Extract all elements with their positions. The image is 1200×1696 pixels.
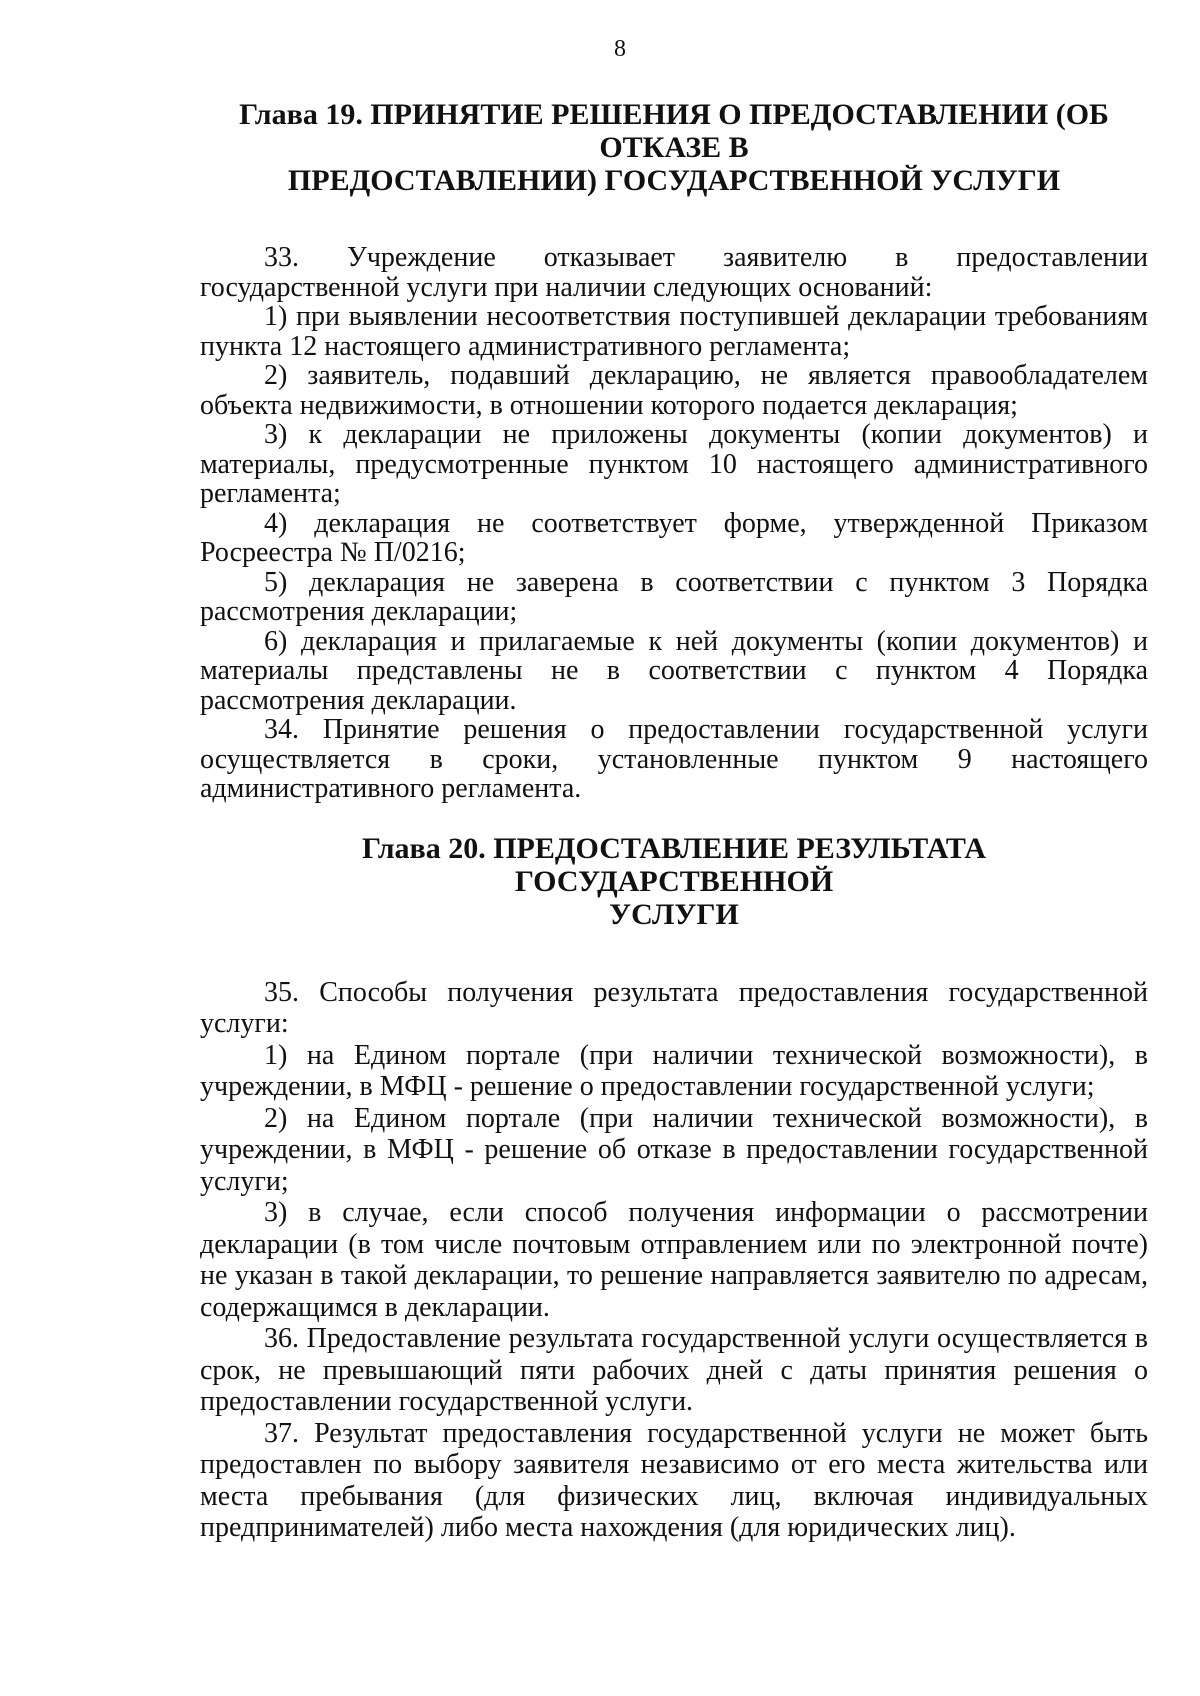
item-33-5: 5) декларация не заверена в соответствии с пунктом 3 Порядка рассмотрения декларации; (200, 566, 1148, 627)
item-33-1: 1) при выявлении несоответствия поступившей декларации требованиям пункта 12 настоящего административного регламента; (200, 301, 1148, 362)
paragraph-36: 36. Предоставление результата государственной услуги осуществляется в срок, не превышающий пяти рабочих дней с даты принятия решения о предоставлении государственной услуги. (200, 1323, 1148, 1417)
page-content (200, 98, 1148, 1544)
chapter-20-title-line1: Глава 20. ПРЕДОСТАВЛЕНИЕ РЕЗУЛЬТАТА ГОСУДАРСТВЕННОЙ (361, 831, 986, 898)
item-33-3: 3) к декларации не приложены документы (копии документов) и материалы, предусмотренные пунктом 10 настоящего административного регламента; (200, 419, 1148, 509)
item-35-2: 2) на Едином портале (при наличии технической возможности), в учреждении, в МФЦ - решение об отказе в предоставлении государственной услуги; (200, 1102, 1148, 1197)
item-35-3: 3) в случае, если способ получения информации о рассмотрении декларации (в том числе почтовым отправлением или по электронной почте) не указан в такой декларации, то решение направляется заявителю по адресам, содержащимся в декларации. (200, 1197, 1148, 1323)
item-33-2: 2) заявитель, подавший декларацию, не является правообладателем объекта недвижимости, в отношении которого подается декларация; (200, 360, 1148, 421)
chapter-20-title (200, 832, 1148, 931)
chapter-19-title (200, 98, 1148, 197)
chapter-19-title-line1: Глава 19. ПРИНЯТИЕ РЕШЕНИЯ О ПРЕДОСТАВЛЕНИИ (ОБ ОТКАЗЕ В (239, 98, 1109, 164)
page-number: 8 (614, 36, 626, 62)
item-35-1: 1) на Едином портале (при наличии технической возможности), в учреждении, в МФЦ - решение о предоставлении государственной услуги; (200, 1039, 1148, 1102)
item-33-6: 6) декларация и прилагаемые к ней документы (копии документов) и материалы представлены не в соответствии с пунктом 4 Порядка рассмотрения декларации. (200, 625, 1148, 716)
item-33-4: 4) декларация не соответствует форме, утвержденной Приказом Росреестра № П/0216; (200, 507, 1148, 568)
chapter-19-title-line2: ПРЕДОСТАВЛЕНИИ) ГОСУДАРСТВЕННОЙ УСЛУГИ (287, 164, 1061, 197)
chapter-20-body (200, 977, 1148, 1544)
chapter-20-title-line2: УСЛУГИ (609, 897, 739, 931)
paragraph-35: 35. Способы получения результата предоставления государственной услуги: (200, 976, 1148, 1039)
paragraph-33: 33. Учреждение отказывает заявителю в предоставлении государственной услуги при наличии следующих оснований: (200, 242, 1148, 303)
paragraph-37: 37. Результат предоставления государственной услуги не может быть предоставлен по выбору заявителя независимо от его места жительства или места пребывания (для физических лиц, включая индивидуальных предпринимателей) либо места нахождения (для юридических лиц). (200, 1417, 1148, 1543)
paragraph-34: 34. Принятие решения о предоставлении государственной услуги осуществляется в сроки, установленные пунктом 9 настоящего административного регламента. (200, 714, 1148, 804)
chapter-19-body (200, 243, 1148, 804)
